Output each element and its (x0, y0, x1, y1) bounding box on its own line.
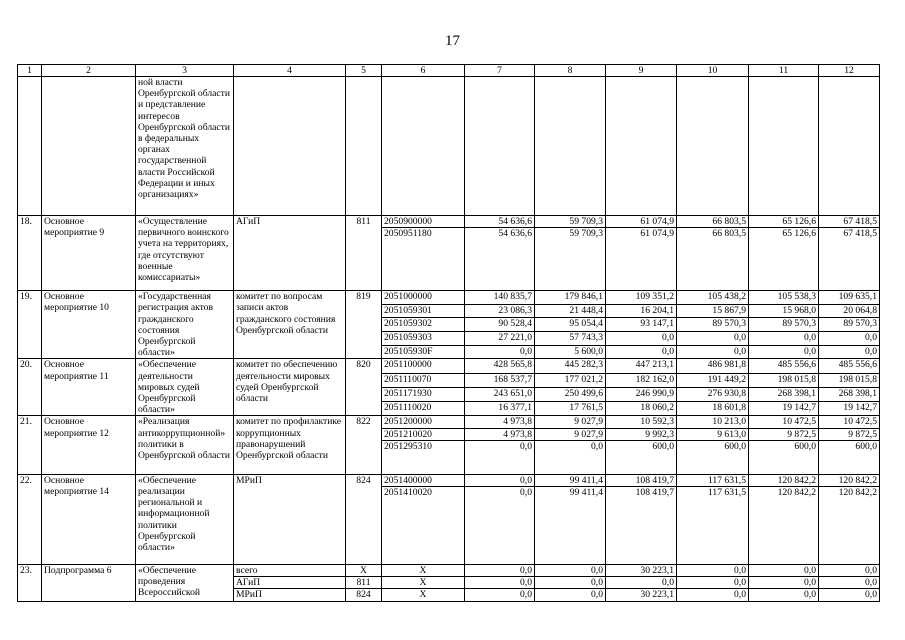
measure-description: «Реализация антикоррупционной» политики в Оренбургской области (136, 416, 234, 474)
value-cell: 93 147,1 (606, 318, 677, 332)
col-header: 8 (535, 65, 606, 77)
executor: комитет по вопросам записи актов гражданского состояния Оренбургской области (234, 291, 346, 359)
value-cell: 108 419,7 (606, 474, 677, 486)
executor: АГиП (234, 216, 346, 291)
value-cell: 600,0 (677, 440, 749, 474)
value-cell: 54 636,6 (465, 228, 535, 291)
value-cell: 0,0 (535, 565, 606, 577)
value-cell: 66 803,5 (677, 216, 749, 228)
col-header: 6 (382, 65, 465, 77)
grbs-code: 824 (346, 474, 382, 564)
value-cell: 0,0 (465, 345, 535, 359)
value-cell: 61 074,9 (606, 228, 677, 291)
executor: комитет по обеспечению деятельности мировых судей Оренбургской области (234, 359, 346, 416)
value-cell: 10 472,5 (749, 416, 819, 428)
value-cell: 117 631,5 (677, 474, 749, 486)
col-header: 3 (136, 65, 234, 77)
value-cell: 20 064,8 (819, 304, 880, 318)
value-cell: 54 636,6 (465, 216, 535, 228)
value-cell: 0,0 (749, 577, 819, 589)
value-cell: 15 867,9 (677, 304, 749, 318)
value-cell: 0,0 (606, 577, 677, 589)
value-cell: 15 968,0 (749, 304, 819, 318)
value-cell: 19 142,7 (819, 402, 880, 416)
measure-description: «Обеспечение реализации региональной и информационной политики Оренбургской области» (136, 474, 234, 564)
value-cell: 0,0 (465, 474, 535, 486)
value-cell: 89 570,3 (819, 318, 880, 332)
grbs-code: 820 (346, 359, 382, 416)
value-cell: 4 973,8 (465, 428, 535, 440)
budget-code: 2051000000 (382, 291, 465, 305)
value-cell: 17 761,5 (535, 402, 606, 416)
value-cell: 0,0 (465, 589, 535, 601)
value-cell: 23 086,3 (465, 304, 535, 318)
value-cell: 198 015,8 (819, 373, 880, 387)
measure-description: ной власти Оренбургской области и представление интересов Оренбургской области в федеральных органах государственной власти Российской Федерации и иных организациях» (136, 77, 234, 216)
budget-code: Х (382, 577, 465, 589)
value-cell: 447 213,1 (606, 359, 677, 373)
table-row (18, 216, 880, 228)
budget-code: 2051210020 (382, 428, 465, 440)
executor: МРиП (234, 474, 346, 564)
value-cell: 30 223,1 (606, 589, 677, 601)
grbs-code: 819 (346, 291, 382, 359)
measure-name: Основное мероприятие 12 (42, 416, 136, 474)
col-header: 4 (234, 65, 346, 77)
value-cell: 268 398,1 (749, 387, 819, 401)
value-cell: 59 709,3 (535, 216, 606, 228)
value-cell: 9 027,9 (535, 428, 606, 440)
budget-code: 2051200000 (382, 416, 465, 428)
row-number: 21. (18, 416, 42, 474)
value-cell: 0,0 (606, 332, 677, 346)
value-cell: 0,0 (677, 332, 749, 346)
value-cell: 0,0 (465, 577, 535, 589)
column-number-header (18, 65, 880, 77)
value-cell: 18 601,8 (677, 402, 749, 416)
value-cell: 120 842,2 (819, 487, 880, 565)
budget-code: 2051171930 (382, 387, 465, 401)
measure-description: «Осуществление первичного воинского учета на территориях, где отсутствуют военные комиссариаты» (136, 216, 234, 291)
row-number: 23. (18, 565, 42, 602)
value-cell: 0,0 (749, 345, 819, 359)
continuation-row (18, 77, 880, 216)
value-cell: 9 872,5 (749, 428, 819, 440)
col-header: 12 (819, 65, 880, 77)
value-cell: 16 377,1 (465, 402, 535, 416)
value-cell: 177 021,2 (535, 373, 606, 387)
value-cell: 108 419,7 (606, 487, 677, 565)
value-cell: 168 537,7 (465, 373, 535, 387)
grbs-code: Х (346, 565, 382, 577)
budget-code: 2050951180 (382, 228, 465, 291)
value-cell: 105 438,2 (677, 291, 749, 305)
value-cell: 10 213,0 (677, 416, 749, 428)
row-number: 19. (18, 291, 42, 359)
value-cell: 0,0 (677, 589, 749, 601)
value-cell: 179 846,1 (535, 291, 606, 305)
value-cell: 445 282,3 (535, 359, 606, 373)
executor: комитет по профилактике коррупционных правонарушений Оренбургской области (234, 416, 346, 474)
executor: всего (234, 565, 346, 577)
value-cell: 9 992,3 (606, 428, 677, 440)
value-cell: 66 803,5 (677, 228, 749, 291)
budget-code: 205105930F (382, 345, 465, 359)
budget-code: 2051110070 (382, 373, 465, 387)
grbs-code: 811 (346, 216, 382, 291)
value-cell: 120 842,2 (749, 474, 819, 486)
col-header: 9 (606, 65, 677, 77)
value-cell: 117 631,5 (677, 487, 749, 565)
value-cell: 0,0 (677, 577, 749, 589)
value-cell: 191 449,2 (677, 373, 749, 387)
col-header: 2 (42, 65, 136, 77)
value-cell: 243 651,0 (465, 387, 535, 401)
value-cell: 250 499,6 (535, 387, 606, 401)
value-cell: 485 556,6 (819, 359, 880, 373)
measure-description: «Государственная регистрация актов гражданского состояния Оренбургской области» (136, 291, 234, 359)
value-cell: 600,0 (606, 440, 677, 474)
value-cell: 0,0 (819, 332, 880, 346)
value-cell: 268 398,1 (819, 387, 880, 401)
value-cell: 59 709,3 (535, 228, 606, 291)
value-cell: 4 973,8 (465, 416, 535, 428)
value-cell: 109 351,2 (606, 291, 677, 305)
table-row (18, 359, 880, 373)
measure-name: Основное мероприятие 14 (42, 474, 136, 564)
value-cell: 198 015,8 (749, 373, 819, 387)
table-row (18, 474, 880, 486)
value-cell: 428 565,8 (465, 359, 535, 373)
row-number: 18. (18, 216, 42, 291)
budget-table (17, 64, 880, 602)
value-cell: 140 835,7 (465, 291, 535, 305)
executor: МРиП (234, 589, 346, 601)
value-cell: 9 027,9 (535, 416, 606, 428)
budget-code: 2051110020 (382, 402, 465, 416)
value-cell: 99 411,4 (535, 487, 606, 565)
value-cell: 21 448,4 (535, 304, 606, 318)
value-cell: 9 872,5 (819, 428, 880, 440)
value-cell: 0,0 (465, 440, 535, 474)
measure-name: Основное мероприятие 10 (42, 291, 136, 359)
value-cell: 0,0 (535, 440, 606, 474)
value-cell: 9 613,0 (677, 428, 749, 440)
table-row (18, 565, 880, 577)
value-cell: 0,0 (749, 565, 819, 577)
executor: АГиП (234, 577, 346, 589)
value-cell: 10 472,5 (819, 416, 880, 428)
value-cell: 600,0 (749, 440, 819, 474)
value-cell: 95 054,4 (535, 318, 606, 332)
value-cell: 120 842,2 (819, 474, 880, 486)
col-header: 7 (465, 65, 535, 77)
budget-code: 2051295310 (382, 440, 465, 474)
budget-code: Х (382, 565, 465, 577)
value-cell: 0,0 (465, 565, 535, 577)
value-cell: 89 570,3 (677, 318, 749, 332)
value-cell: 57 743,3 (535, 332, 606, 346)
value-cell: 90 528,4 (465, 318, 535, 332)
value-cell: 0,0 (606, 345, 677, 359)
value-cell: 16 204,1 (606, 304, 677, 318)
value-cell: 246 990,9 (606, 387, 677, 401)
value-cell: 65 126,6 (749, 216, 819, 228)
value-cell: 0,0 (819, 565, 880, 577)
value-cell: 109 635,1 (819, 291, 880, 305)
measure-name: Подпрограмма 6 (42, 565, 136, 602)
col-header: 5 (346, 65, 382, 77)
grbs-code: 822 (346, 416, 382, 474)
value-cell: 276 930,8 (677, 387, 749, 401)
budget-code: Х (382, 589, 465, 601)
value-cell: 0,0 (465, 487, 535, 565)
measure-description: «Обеспечение проведения Всероссийской (136, 565, 234, 602)
value-cell: 0,0 (749, 589, 819, 601)
col-header: 10 (677, 65, 749, 77)
budget-code: 2051059303 (382, 332, 465, 346)
value-cell: 600,0 (819, 440, 880, 474)
value-cell: 67 418,5 (819, 228, 880, 291)
row-number: 20. (18, 359, 42, 416)
value-cell: 27 221,0 (465, 332, 535, 346)
value-cell: 19 142,7 (749, 402, 819, 416)
col-header: 1 (18, 65, 42, 77)
value-cell: 10 592,3 (606, 416, 677, 428)
value-cell: 5 600,0 (535, 345, 606, 359)
row-number: 22. (18, 474, 42, 564)
value-cell: 0,0 (535, 589, 606, 601)
value-cell: 89 570,3 (749, 318, 819, 332)
budget-code: 2051410020 (382, 487, 465, 565)
value-cell: 485 556,6 (749, 359, 819, 373)
table-row (18, 291, 880, 305)
value-cell: 65 126,6 (749, 228, 819, 291)
budget-code: 2051059301 (382, 304, 465, 318)
value-cell: 0,0 (819, 589, 880, 601)
value-cell: 30 223,1 (606, 565, 677, 577)
value-cell: 0,0 (677, 345, 749, 359)
budget-code: 2051100000 (382, 359, 465, 373)
value-cell: 120 842,2 (749, 487, 819, 565)
value-cell: 67 418,5 (819, 216, 880, 228)
value-cell: 486 981,8 (677, 359, 749, 373)
value-cell: 99 411,4 (535, 474, 606, 486)
table-row (18, 416, 880, 428)
value-cell: 105 538,3 (749, 291, 819, 305)
budget-code: 2051059302 (382, 318, 465, 332)
grbs-code: 811 (346, 577, 382, 589)
measure-name: Основное мероприятие 11 (42, 359, 136, 416)
value-cell: 0,0 (677, 565, 749, 577)
measure-name: Основное мероприятие 9 (42, 216, 136, 291)
measure-description: «Обеспечение деятельности мировых судей Оренбургской области» (136, 359, 234, 416)
value-cell: 0,0 (819, 345, 880, 359)
value-cell: 0,0 (819, 577, 880, 589)
value-cell: 0,0 (749, 332, 819, 346)
budget-code: 2051400000 (382, 474, 465, 486)
value-cell: 61 074,9 (606, 216, 677, 228)
col-header: 11 (749, 65, 819, 77)
value-cell: 182 162,0 (606, 373, 677, 387)
grbs-code: 824 (346, 589, 382, 601)
value-cell: 0,0 (535, 577, 606, 589)
value-cell: 18 060,2 (606, 402, 677, 416)
budget-code: 2050900000 (382, 216, 465, 228)
page-number: 17 (445, 33, 460, 49)
